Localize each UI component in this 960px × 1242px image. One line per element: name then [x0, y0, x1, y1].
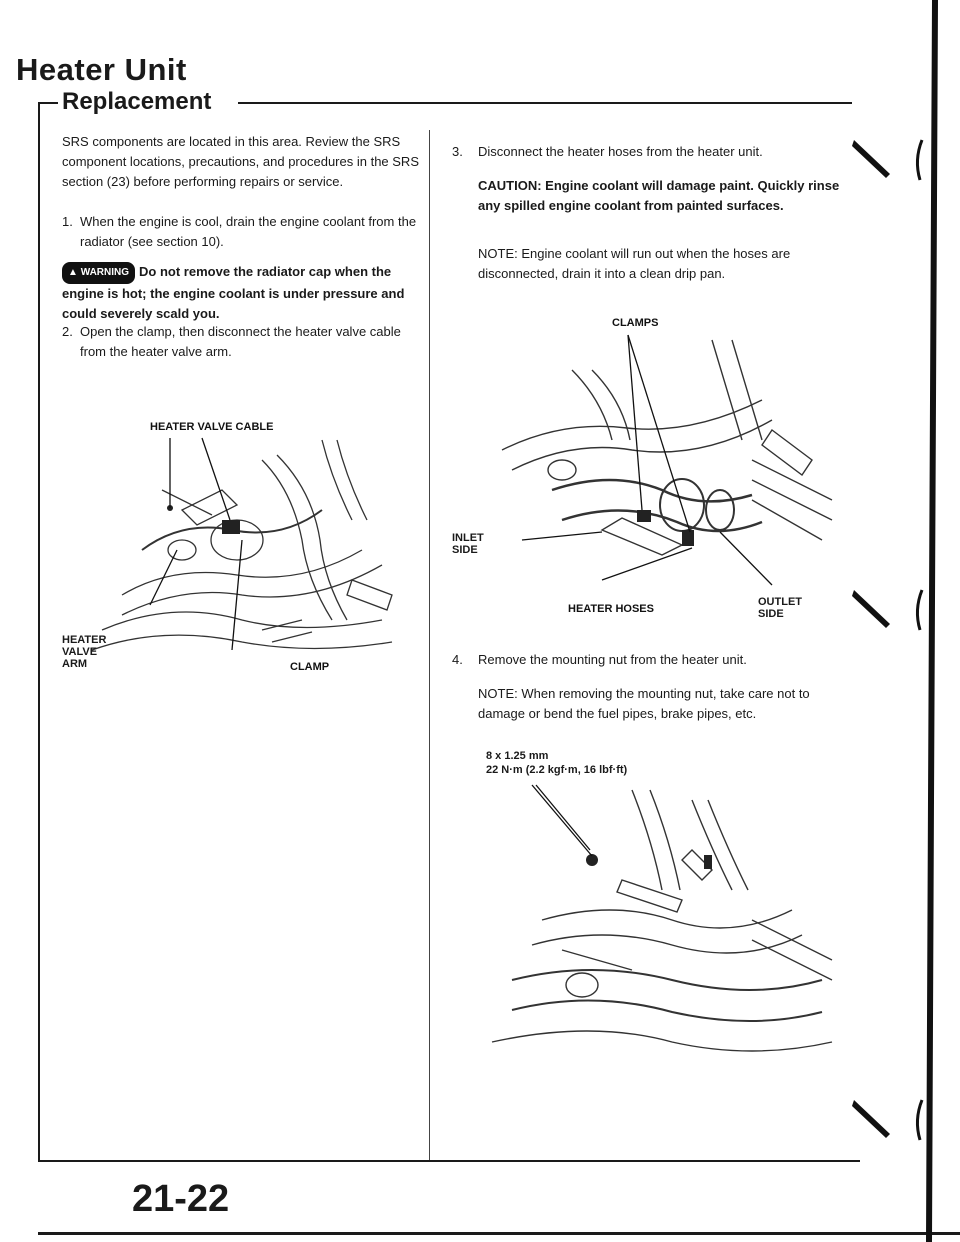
step-4-number: 4.	[452, 652, 463, 667]
step-2-number: 2.	[62, 324, 73, 339]
page-bottom-edge	[38, 1232, 960, 1235]
step-3-text: Disconnect the heater hoses from the heater unit.	[478, 144, 763, 159]
warning-text: Do not remove the radiator cap when the engine is hot; the engine coolant is under pressure and could severely scald you.	[62, 264, 405, 321]
label-outlet-side: OUTLET SIDE	[758, 596, 802, 620]
step-1	[62, 212, 422, 252]
subtitle-rule	[238, 102, 852, 104]
label-clamps: CLAMPS	[612, 317, 659, 329]
page-title: Heater Unit	[16, 52, 187, 87]
binding-edge-marks	[908, 0, 960, 1242]
step-2	[62, 322, 422, 362]
label-inlet-side: INLET SIDE	[452, 532, 484, 556]
step-3-number: 3.	[452, 144, 463, 159]
column-divider	[429, 130, 430, 1160]
scan-corner-marks	[850, 140, 900, 1150]
label-clamp: CLAMP	[290, 661, 330, 673]
left-border-rule	[38, 102, 40, 1162]
label-heater-valve-arm: HEATER VALVE ARM	[62, 634, 107, 670]
note-step-3: NOTE: Engine coolant will run out when the hoses are disconnected, drain it into a clean drip pan.	[478, 246, 791, 281]
step-1-number: 1.	[62, 214, 73, 229]
step-1-text: When the engine is cool, drain the engine coolant from the radiator (see section 10).	[80, 214, 417, 249]
heater-hoses-illustration	[452, 300, 852, 620]
section-subtitle: Replacement	[62, 88, 212, 115]
step-4	[452, 650, 852, 670]
step-2-text: Open the clamp, then disconnect the heater valve cable from the heater valve arm.	[80, 324, 401, 359]
warning-block	[62, 262, 422, 324]
step-3	[452, 142, 852, 162]
warning-badge: ▲ WARNING	[62, 262, 135, 284]
torque-spec: 22 N·m (2.2 kgf·m, 16 lbf·ft)	[486, 764, 628, 776]
srs-intro-text: SRS components are located in this area. Review the SRS component locations, precautions, and procedures in the SRS section (23) before performing repairs or service.	[62, 134, 419, 189]
note-step-4: NOTE: When removing the mounting nut, take care not to damage or bend the fuel pipes, brake pipes, etc.	[478, 686, 810, 721]
caution-text: CAUTION: Engine coolant will damage paint. Quickly rinse any spilled engine coolant from painted surfaces.	[478, 178, 840, 213]
page-number: 21-22	[132, 1178, 230, 1220]
nut-size-spec: 8 x 1.25 mm	[486, 750, 549, 762]
label-heater-valve-cable: HEATER VALVE CABLE	[150, 421, 274, 433]
subtitle-lead-rule	[38, 102, 58, 104]
step-4-text: Remove the mounting nut from the heater unit.	[478, 652, 747, 667]
label-heater-hoses: HEATER HOSES	[568, 603, 654, 615]
mounting-nut-illustration	[452, 780, 852, 1070]
bottom-rule	[38, 1160, 860, 1162]
